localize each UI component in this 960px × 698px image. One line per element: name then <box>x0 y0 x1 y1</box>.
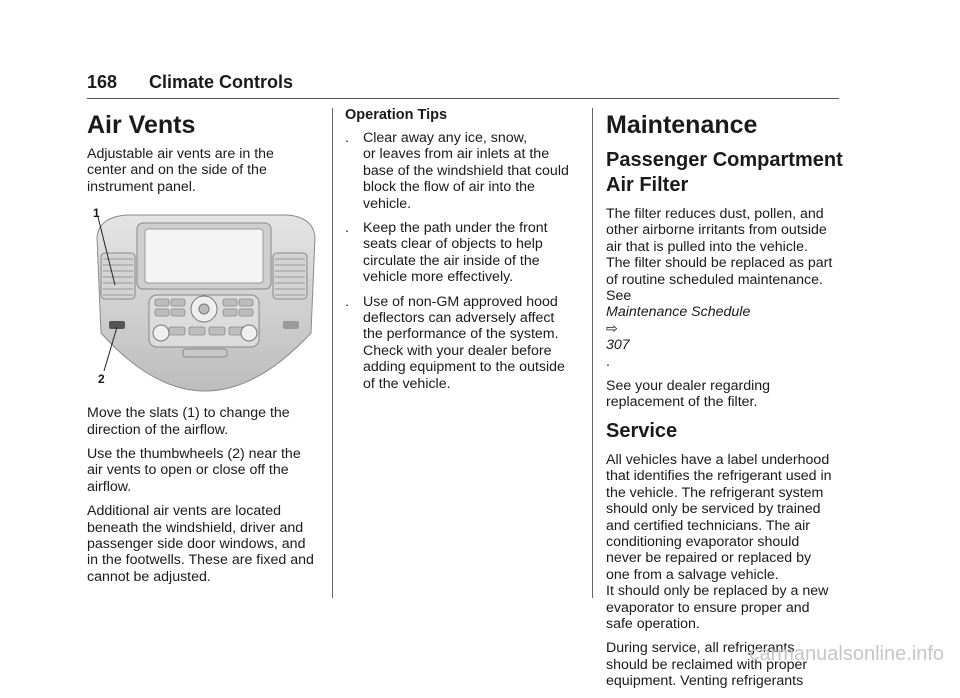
column-divider-2 <box>592 108 593 598</box>
dealer-paragraph: See your dealer regarding replacement of the filter. <box>606 378 771 411</box>
operation-tips-heading: Operation Tips <box>345 107 448 123</box>
air-vents-intro: Adjustable air vents are in the center and on the side of the instrument panel. <box>87 146 274 195</box>
tip-item: . Keep the path under the front seats clear of objects to help circulate the air inside of the vehicle more effectively. <box>345 220 548 286</box>
section-title: Climate Controls <box>149 72 294 92</box>
page-reference-icon: ⇨ <box>606 320 618 337</box>
watermark: carmanualsonline.info <box>749 643 944 665</box>
air-vents-paragraph-1: Move the slats (1) to change the direction of the airflow. <box>87 405 290 438</box>
tip-item: . Use of non-GM approved hood deflectors can adversely affect the performance of the system. Check with your dealer before adding equipment to the outside of the vehicle. <box>345 293 565 392</box>
tip-item: . Clear away any ice, snow, or leaves from air inlets at the base of the windshield that could block the flow of air into the vehicle. <box>345 130 569 212</box>
passenger-air-filter-heading: Passenger Compartment Air Filter <box>606 149 843 196</box>
maintenance-schedule-reference[interactable]: Maintenance Schedule <box>606 304 751 321</box>
service-heading: Service <box>606 419 678 442</box>
column-operation-tips <box>345 106 581 400</box>
callout-label-1: 1 <box>93 206 100 221</box>
air-filter-paragraph: The filter reduces dust, pollen, and other airborne irritants from outside air that is pulled into the vehicle. The filter should be replaced as part of routine scheduled maintenance. See Maintenance Schedule ⇨ 307 . <box>606 206 844 370</box>
air-vents-paragraph-2: Use the thumbwheels (2) near the air vents to open or close off the airflow. <box>87 446 301 495</box>
column-divider-1 <box>332 108 333 598</box>
page-reference-number[interactable]: 307 <box>606 337 630 354</box>
page-header <box>87 72 839 100</box>
header-rule <box>87 98 839 99</box>
column-air-vents <box>87 106 323 593</box>
center-console-illustration <box>87 203 323 393</box>
service-paragraph: All vehicles have a label underhood that identifies the refrigerant used in the vehicle. The refrigerant system should only be serviced by trained and certified technicians. The air conditioning evaporator should never be repaired or replaced by one from a salvage vehicle. It should only be replaced by a new evaporator to ensure proper and safe operation. <box>606 451 832 632</box>
bullet-mark: . <box>345 293 349 310</box>
bullet-mark: . <box>345 130 349 146</box>
maintenance-title: Maintenance <box>606 111 758 139</box>
page-number: 168 <box>87 72 118 92</box>
column-maintenance <box>606 106 844 698</box>
refrigerant-paragraph: During service, all refrigerants should be reclaimed with proper equipment. Venting refrigerants <box>606 640 808 690</box>
air-vents-paragraph-3: Additional air vents are located beneath the windshield, driver and passenger side door windows, and in the footwells. These are fixed and cannot be adjusted. <box>87 503 314 585</box>
console-drawing <box>87 203 323 393</box>
bullet-mark: . <box>345 220 349 237</box>
callout-label-2: 2 <box>98 372 105 387</box>
air-vents-title: Air Vents <box>87 111 196 139</box>
